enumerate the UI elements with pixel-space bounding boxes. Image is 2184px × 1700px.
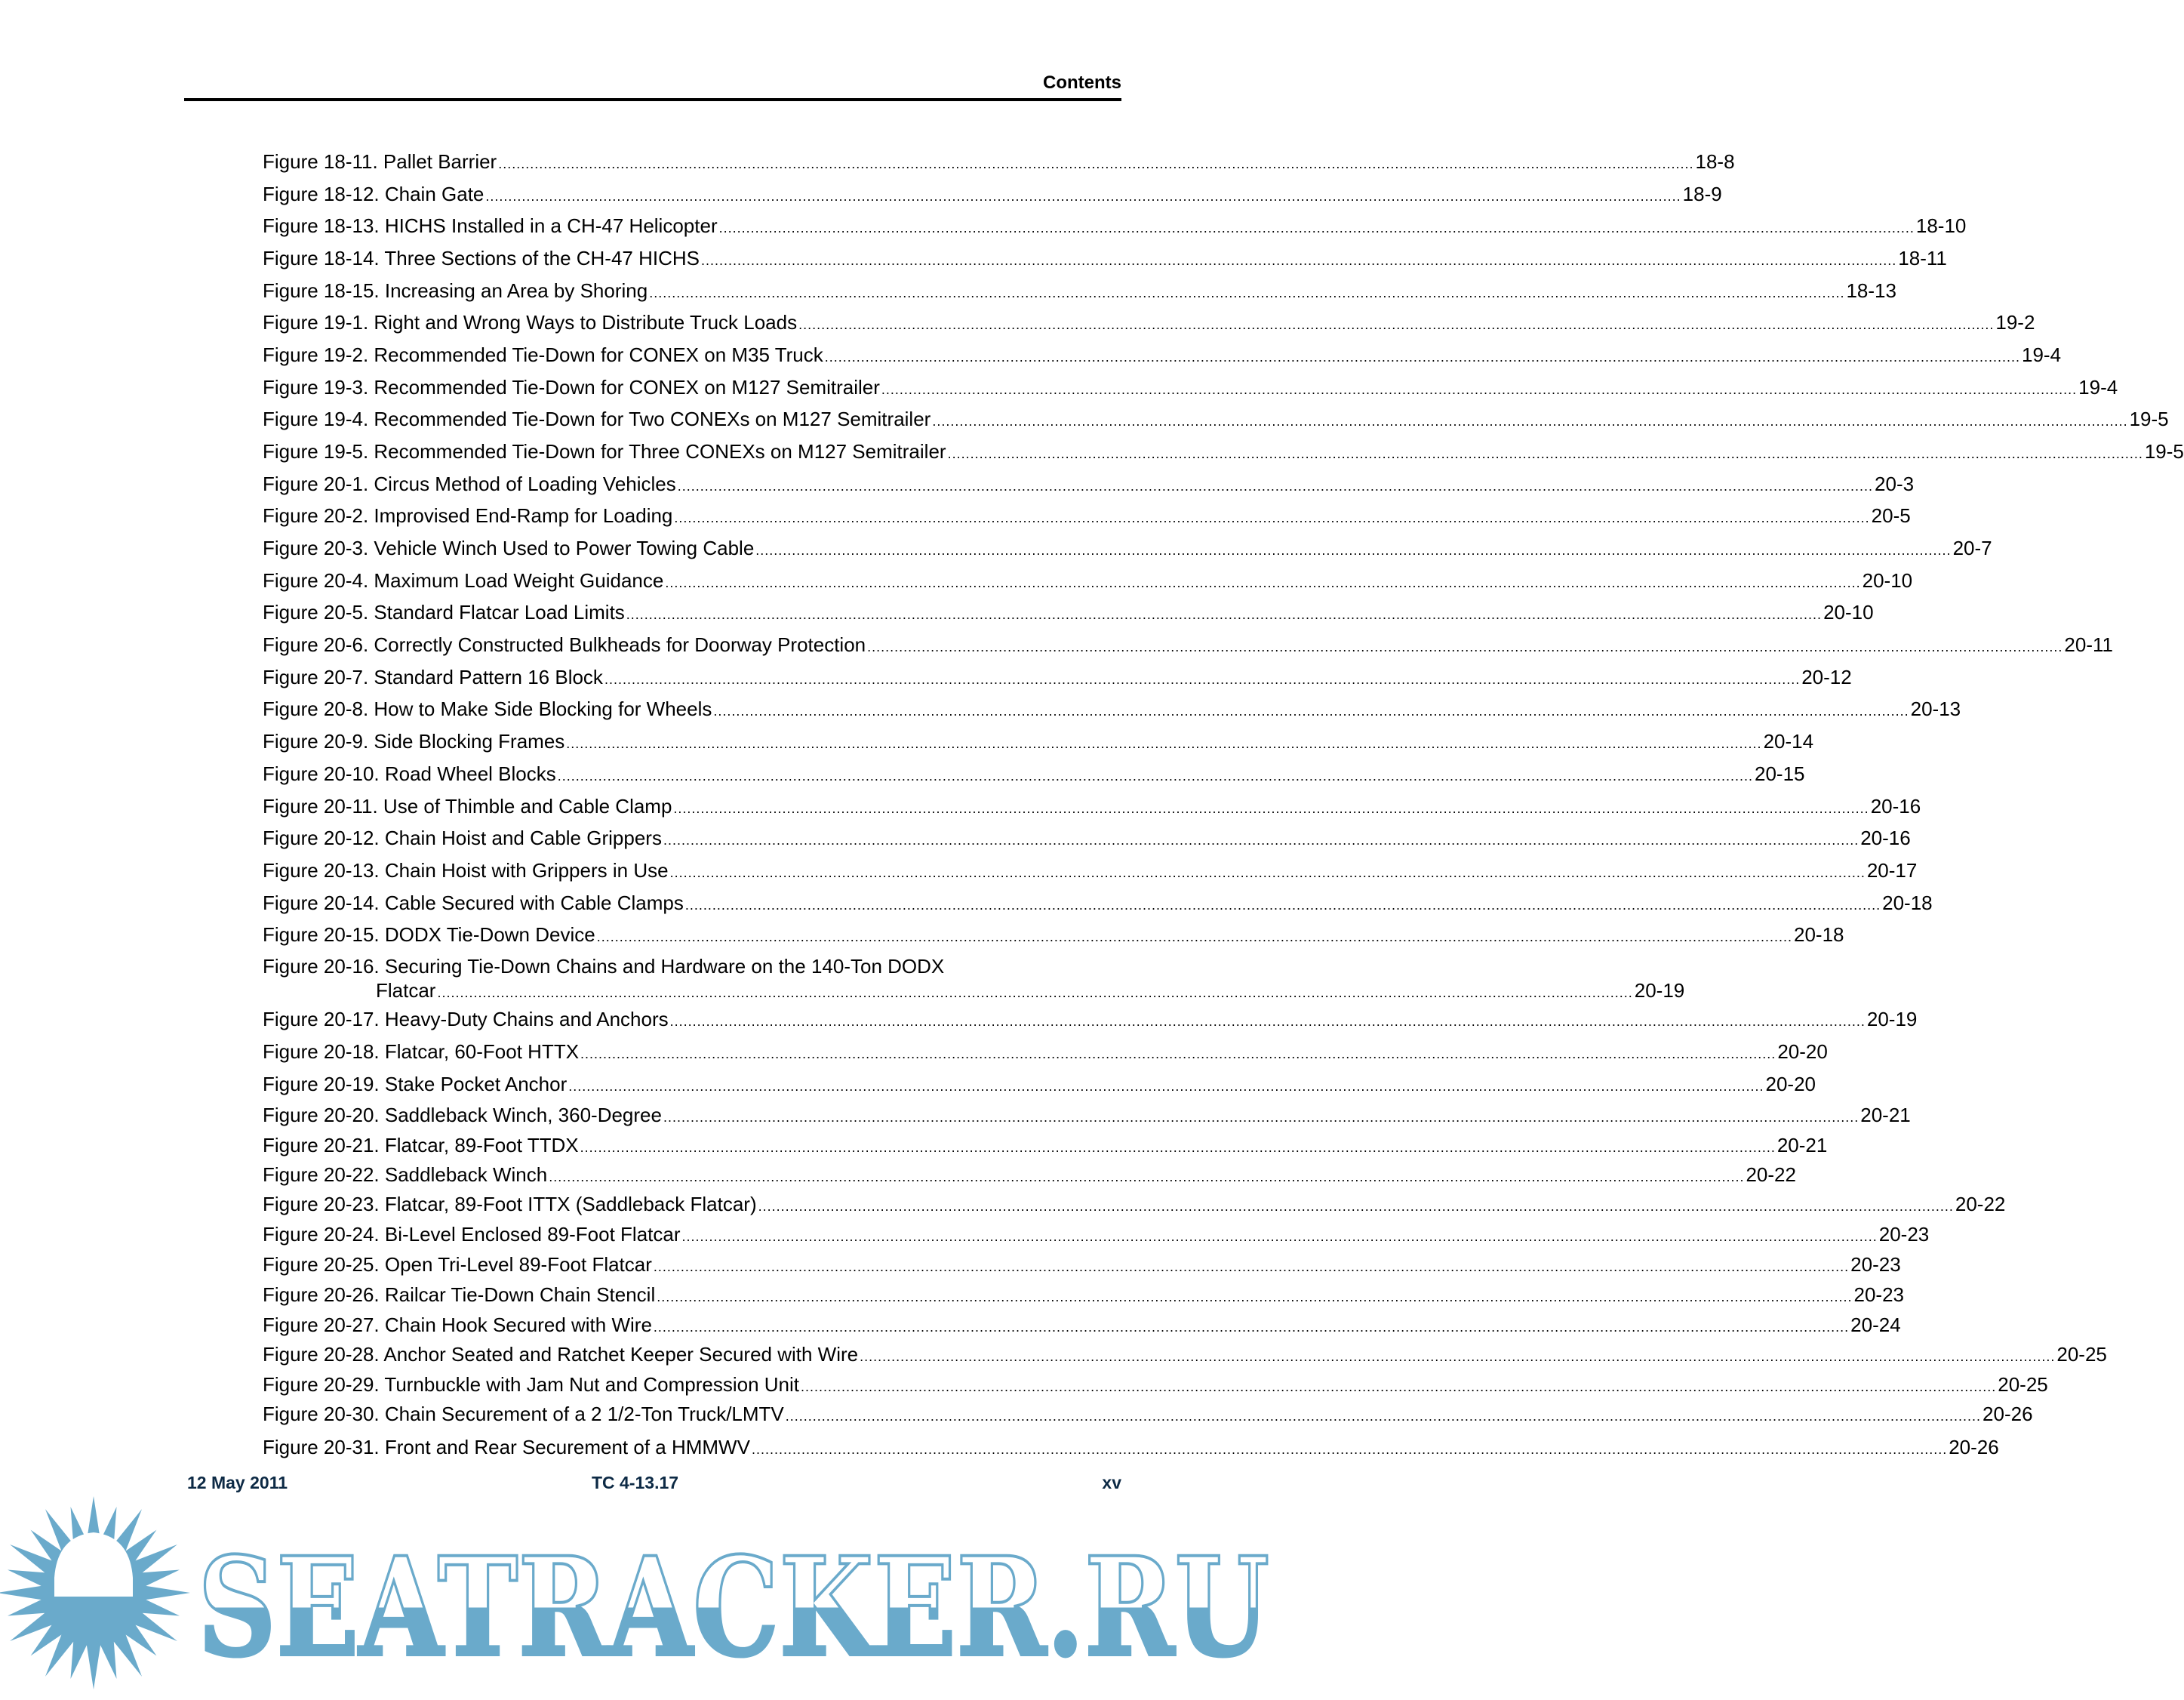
toc-entry-page: 20-19	[1866, 1008, 1918, 1030]
dot-leader	[670, 858, 1866, 885]
dot-leader	[580, 1039, 1776, 1066]
toc-entry-title: Figure 20-17. Heavy-Duty Chains and Anchors	[263, 1008, 669, 1030]
toc-entry-title: Figure 20-10. Road Wheel Blocks	[263, 762, 556, 785]
toc-entry-title: Figure 20-31. Front and Rear Securement of a HMMWV	[263, 1436, 750, 1458]
toc-entry-title: Figure 19-3. Recommended Tie-Down for CONEX on M127 Semitrailer	[263, 376, 880, 399]
toc-entry[interactable]	[263, 568, 1913, 595]
toc-entry[interactable]	[263, 697, 1961, 723]
dot-leader	[654, 1252, 1849, 1279]
toc-entry-title: Figure 20-25. Open Tri-Level 89-Foot Flatcar	[263, 1253, 652, 1276]
toc-entry-title: Figure 19-1. Right and Wrong Ways to Distribute Truck Loads	[263, 311, 798, 334]
toc-entry-title: Figure 20-19. Stake Pocket Anchor	[263, 1073, 568, 1095]
toc-entry-page: 19-4	[2078, 376, 2118, 399]
toc-entry[interactable]	[263, 600, 1874, 627]
toc-entry-title: Figure 20-6. Correctly Constructed Bulkheads for Doorway Protection	[263, 633, 866, 656]
toc-entry-page: 20-22	[1746, 1163, 1796, 1186]
dot-leader	[568, 1072, 1764, 1098]
toc-entry-title: Figure 20-11. Use of Thimble and Cable Clamp	[263, 795, 672, 818]
dot-leader	[566, 729, 1761, 756]
toc-entry-page: 20-25	[2056, 1343, 2107, 1366]
toc-entry[interactable]	[263, 665, 1852, 691]
dot-leader	[682, 1222, 1878, 1249]
toc-entry[interactable]	[263, 1402, 2033, 1428]
toc-entry-title: Figure 20-3. Vehicle Winch Used to Power Towing Cable	[263, 537, 755, 559]
toc-entry-page: 20-15	[1755, 762, 1805, 785]
dot-leader	[860, 1342, 2055, 1369]
toc-entry-page: 20-5	[1871, 504, 1911, 527]
dot-leader	[752, 1435, 1947, 1461]
toc-entry[interactable]	[263, 182, 1722, 208]
dot-leader	[801, 1372, 1996, 1399]
toc-entry[interactable]	[263, 407, 2169, 433]
toc-entry-title: Figure 19-2. Recommended Tie-Down for CONEX on M35 Truck	[263, 343, 823, 366]
dot-leader	[498, 149, 1693, 176]
watermark	[0, 1504, 1283, 1700]
toc-entry-title: Figure 18-14. Three Sections of the CH-47 HICHS	[263, 247, 700, 269]
dot-leader	[649, 279, 1844, 305]
toc-entry-page: 20-18	[1793, 923, 1844, 946]
toc-entry[interactable]	[263, 1372, 2048, 1399]
dot-leader	[604, 665, 1800, 691]
toc-entry-title: Figure 20-18. Flatcar, 60-Foot HTTX	[263, 1040, 580, 1063]
toc-entry-title: Figure 18-11. Pallet Barrier	[263, 150, 497, 173]
toc-entry-page: 20-18	[1882, 892, 1933, 914]
toc-entry[interactable]	[263, 439, 2184, 466]
toc-entry[interactable]	[263, 729, 1814, 756]
toc-entry-page: 20-26	[1949, 1436, 1999, 1458]
toc-entry[interactable]	[263, 310, 2035, 337]
dot-leader	[597, 922, 1792, 949]
toc-entry-title: Figure 20-4. Maximum Load Weight Guidance	[263, 569, 664, 592]
toc-entry-page: 20-16	[1870, 795, 1921, 818]
toc-entry[interactable]	[263, 858, 1918, 885]
toc-entry-title: Figure 20-1. Circus Method of Loading Vehicles	[263, 473, 676, 495]
sun-logo-icon	[0, 1496, 190, 1689]
toc-entry-page: 20-7	[1952, 537, 1992, 559]
toc-entry-title: Figure 19-5. Recommended Tie-Down for Three CONEXs on M127 Semitrailer	[263, 440, 946, 463]
footer-date: 12 May 2011	[187, 1473, 288, 1492]
toc-entry-title: Figure 20-20. Saddleback Winch, 360-Degree	[263, 1104, 662, 1126]
toc-entry-page: 18-8	[1695, 150, 1735, 173]
dot-leader	[798, 310, 1994, 337]
toc-entry-page: 20-23	[1850, 1253, 1901, 1276]
toc-entry-page: 18-11	[1898, 247, 1947, 269]
toc-entry-page: 20-21	[1776, 1134, 1828, 1156]
toc-entry-page: 20-26	[1983, 1403, 2033, 1425]
toc-entry[interactable]	[263, 762, 1805, 788]
toc-entry-title: Figure 20-28. Anchor Seated and Ratchet Keeper Secured with Wire	[263, 1343, 859, 1366]
footer-page-number: xv	[1102, 1473, 1121, 1492]
toc-entry-page: 19-5	[2129, 408, 2169, 430]
dot-leader	[701, 246, 1896, 273]
toc-entry[interactable]	[263, 375, 2118, 402]
toc-entry-page: 20-12	[1801, 666, 1852, 688]
toc-entry-title: Figure 20-13. Chain Hoist with Grippers in Use	[263, 859, 669, 882]
toc-entry-title: Figure 20-14. Cable Secured with Cable Clamps	[263, 892, 684, 914]
toc-entry-title: Figure 20-9. Side Blocking Frames	[263, 730, 565, 753]
toc-entry[interactable]	[263, 1007, 1918, 1033]
toc-entry[interactable]	[263, 1163, 1796, 1189]
toc-entry-title: Figure 20-7. Standard Pattern 16 Block	[263, 666, 603, 688]
dot-leader	[755, 536, 1951, 562]
dot-leader	[685, 891, 1881, 917]
toc-entry-title: Figure 20-8. How to Make Side Blocking for Wheels	[263, 698, 712, 720]
toc-entry-title: Figure 20-29. Turnbuckle with Jam Nut and Compression Unit	[263, 1373, 799, 1396]
toc-entry[interactable]	[263, 1342, 2107, 1369]
toc-entry-title: Figure 20-22. Saddleback Winch	[263, 1163, 548, 1186]
toc-entry-page: 18-13	[1846, 279, 1896, 302]
toc-entry-page: 20-10	[1823, 601, 1874, 624]
toc-entry-title: Figure 20-24. Bi-Level Enclosed 89-Foot Flatcar	[263, 1223, 681, 1246]
toc-entry-page: 20-11	[2064, 633, 2113, 656]
toc-entry[interactable]	[263, 1133, 1828, 1160]
toc-entry-title-continued: Flatcar	[376, 979, 436, 1002]
toc-entry-title: Figure 20-26. Railcar Tie-Down Chain Stencil	[263, 1283, 656, 1306]
dot-leader	[825, 343, 2020, 369]
toc-entry-page: 20-17	[1866, 859, 1918, 882]
toc-entry[interactable]	[263, 246, 1947, 273]
toc-entry-page: 19-4	[2022, 343, 2062, 366]
dot-leader	[663, 826, 1859, 852]
toc-entry-title: Figure 20-23. Flatcar, 89-Foot ITTX (Saddleback Flatcar)	[263, 1193, 757, 1215]
toc-entry-page: 20-21	[1860, 1104, 1911, 1126]
toc-entry[interactable]	[263, 633, 2113, 659]
toc-entry[interactable]	[263, 149, 1735, 176]
header-rule	[184, 98, 1121, 101]
toc-entry-title: Figure 20-5. Standard Flatcar Load Limits	[263, 601, 625, 624]
toc-entry-page: 20-23	[1853, 1283, 1904, 1306]
toc-entry[interactable]	[263, 794, 1921, 821]
toc-entry[interactable]	[263, 1222, 1930, 1249]
toc-entry-page: 20-25	[1998, 1373, 2048, 1396]
toc-entry-page: 18-9	[1682, 183, 1722, 205]
dot-leader	[786, 1402, 1981, 1428]
dot-leader	[558, 762, 1753, 788]
dot-leader	[437, 978, 1632, 1005]
toc-entry-page: 19-2	[1995, 311, 2035, 334]
toc-entry[interactable]	[263, 472, 1915, 498]
toc-entry[interactable]	[263, 922, 1844, 949]
toc-entry[interactable]	[263, 891, 1933, 917]
toc-entry[interactable]	[263, 536, 1992, 562]
dot-leader	[881, 375, 2077, 402]
dot-leader	[948, 439, 2143, 466]
toc-entry-page: 20-20	[1777, 1040, 1828, 1063]
toc-entry[interactable]	[263, 1313, 1901, 1339]
dot-leader	[932, 407, 2127, 433]
toc-entry-page: 20-13	[1910, 698, 1961, 720]
toc-entry-page: 20-19	[1634, 979, 1685, 1002]
toc-entry-title: Figure 20-2. Improvised End-Ramp for Loading	[263, 504, 673, 527]
dot-leader	[758, 1192, 1954, 1218]
toc-entry[interactable]	[263, 1103, 1911, 1129]
dot-leader	[867, 633, 2062, 659]
toc-entry-title: Figure 20-30. Chain Securement of a 2 1/2-Ton Truck/LMTV	[263, 1403, 784, 1425]
toc-entry[interactable]	[263, 343, 2062, 369]
toc-entry-page: 20-23	[1878, 1223, 1930, 1246]
toc-entry-page: 20-10	[1862, 569, 1913, 592]
dot-leader	[678, 472, 1873, 498]
toc-entry-page: 20-24	[1850, 1313, 1901, 1336]
toc-entry-page: 18-10	[1915, 214, 1967, 237]
toc-entry[interactable]	[263, 1283, 1904, 1309]
toc-entry[interactable]	[263, 279, 1896, 305]
toc-entry[interactable]	[263, 1039, 1828, 1066]
toc-entry-title: Figure 18-15. Increasing an Area by Shoring	[263, 279, 648, 302]
dot-leader	[713, 697, 1909, 723]
dot-leader	[485, 182, 1681, 208]
dot-leader	[626, 600, 1822, 627]
dot-leader	[674, 504, 1869, 530]
toc-entry-page: 20-14	[1763, 730, 1814, 753]
toc-entry-title: Figure 19-4. Recommended Tie-Down for Two CONEXs on M127 Semitrailer	[263, 408, 931, 430]
toc-entry-page: 20-20	[1765, 1073, 1816, 1095]
toc-entry[interactable]	[263, 1072, 1816, 1098]
toc-entry-title: Figure 20-27. Chain Hook Secured with Wire	[263, 1313, 652, 1336]
dot-leader	[654, 1313, 1849, 1339]
dot-leader	[670, 1007, 1866, 1033]
toc-entry-page: 20-3	[1875, 473, 1915, 495]
dot-leader	[580, 1133, 1776, 1160]
dot-leader	[719, 214, 1915, 240]
toc-entry-title: Figure 18-13. HICHS Installed in a CH-47 Helicopter	[263, 214, 718, 237]
toc-entry-page: 20-22	[1955, 1193, 2006, 1215]
toc-entry-title: Figure 20-16. Securing Tie-Down Chains and Hardware on the 140-Ton DODX	[263, 955, 945, 978]
dot-leader	[673, 794, 1869, 821]
running-header: Contents	[1043, 72, 1121, 93]
toc-entry-title: Figure 20-12. Chain Hoist and Cable Grippers	[263, 827, 662, 849]
toc-entry[interactable]	[263, 1435, 1999, 1461]
footer-doc-number: TC 4-13.17	[592, 1473, 679, 1492]
toc-entry-page: 20-16	[1860, 827, 1911, 849]
toc-entry-title: Figure 18-12. Chain Gate	[263, 183, 484, 205]
dot-leader	[663, 1103, 1859, 1129]
toc-entry[interactable]	[263, 954, 1685, 1005]
dot-leader	[665, 568, 1860, 595]
toc-entry[interactable]	[263, 1252, 1901, 1279]
watermark-text: SEATRACKER.RU	[198, 1528, 1269, 1687]
toc-entry-page: 19-5	[2144, 440, 2184, 463]
toc-entry[interactable]	[263, 214, 1967, 240]
toc-entry[interactable]	[263, 1192, 2006, 1218]
dot-leader	[549, 1163, 1744, 1189]
toc-entry[interactable]	[263, 504, 1911, 530]
toc-entry-title: Figure 20-15. DODX Tie-Down Device	[263, 923, 595, 946]
toc-entry-title: Figure 20-21. Flatcar, 89-Foot TTDX	[263, 1134, 579, 1156]
toc-entry[interactable]	[263, 826, 1911, 852]
dot-leader	[657, 1283, 1852, 1309]
